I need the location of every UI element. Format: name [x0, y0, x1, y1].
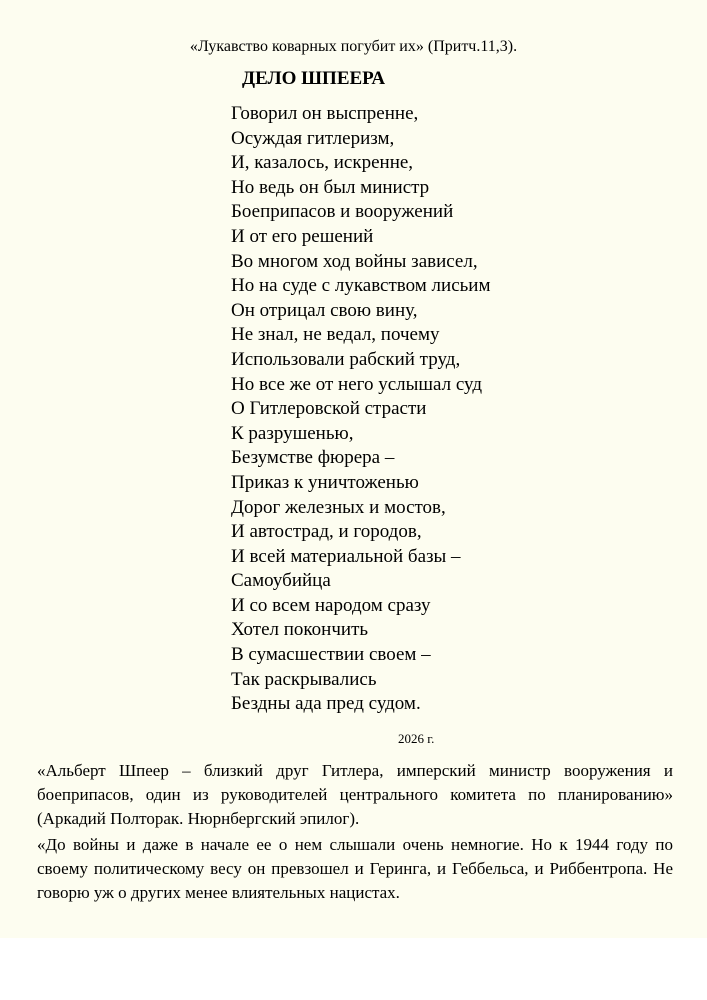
poem-line: И, казалось, искренне, [231, 152, 414, 174]
poem-line: Дорог железных и мостов, [231, 496, 446, 518]
poem-line: И всей материальной базы – [231, 545, 461, 567]
poem-line: Безумстве фюрера – [231, 447, 395, 469]
poem-line: И от его решений [231, 225, 374, 247]
poem-date: 2026 г. [398, 731, 435, 746]
poem-line: Так раскрывались [231, 668, 377, 690]
quote-paragraph-1: «Альберт Шпеер – близкий друг Гитлера, имперский министр вооружения и боеприпасов, один из руководителей центрального комитета по планированию» (Аркадий Полторак. Нюрнбергский эпилог). [37, 761, 673, 828]
poem-line: И автострад, и городов, [231, 521, 422, 543]
poem-line: И со всем народом сразу [231, 594, 431, 616]
poem-line: Говорил он выспренне, [231, 103, 419, 124]
poem-line: Боеприпасов и вооружений [231, 201, 454, 223]
poem-line: Но ведь он был министр [231, 176, 430, 198]
poem-line: Хотел покончить [231, 619, 369, 641]
poem-line: Бездны ада пред судом. [231, 693, 421, 715]
poem-line: Не знал, не ведал, почему [231, 324, 440, 346]
poem-line: В сумасшествии своем – [231, 644, 431, 666]
quote-paragraph-2: «До войны и даже в начале ее о нем слышали очень немногие. Но к 1944 году по своему политическому весу он превзошел и Геринга, и Геббельса, и Риббентропа. Не говорю уж о других менее влиятельных нацистах. [37, 835, 673, 902]
poem-line: Он отрицал свою вину, [231, 299, 418, 321]
poem-line: Приказ к уничтоженью [231, 471, 419, 493]
poem-line: Во многом ход войны зависел, [231, 250, 478, 272]
poem-line: О Гитлеровской страсти [231, 398, 427, 420]
poem-line: Использовали рабский труд, [231, 348, 461, 370]
poem [231, 102, 491, 717]
poem-line: Но все же от него услышал суд [231, 373, 483, 395]
poem-line: Но на суде с лукавством лисьим [231, 275, 491, 297]
poem-line: Самоубийца [231, 570, 331, 592]
poem-title: ДЕЛО ШПЕЕРА [242, 68, 386, 89]
epigraph: «Лукавство коварных погубит их» (Притч.11,3). [189, 38, 518, 55]
poem-line: К разрушенью, [231, 422, 354, 444]
poem-line: Осуждая гитлеризм, [231, 127, 395, 149]
